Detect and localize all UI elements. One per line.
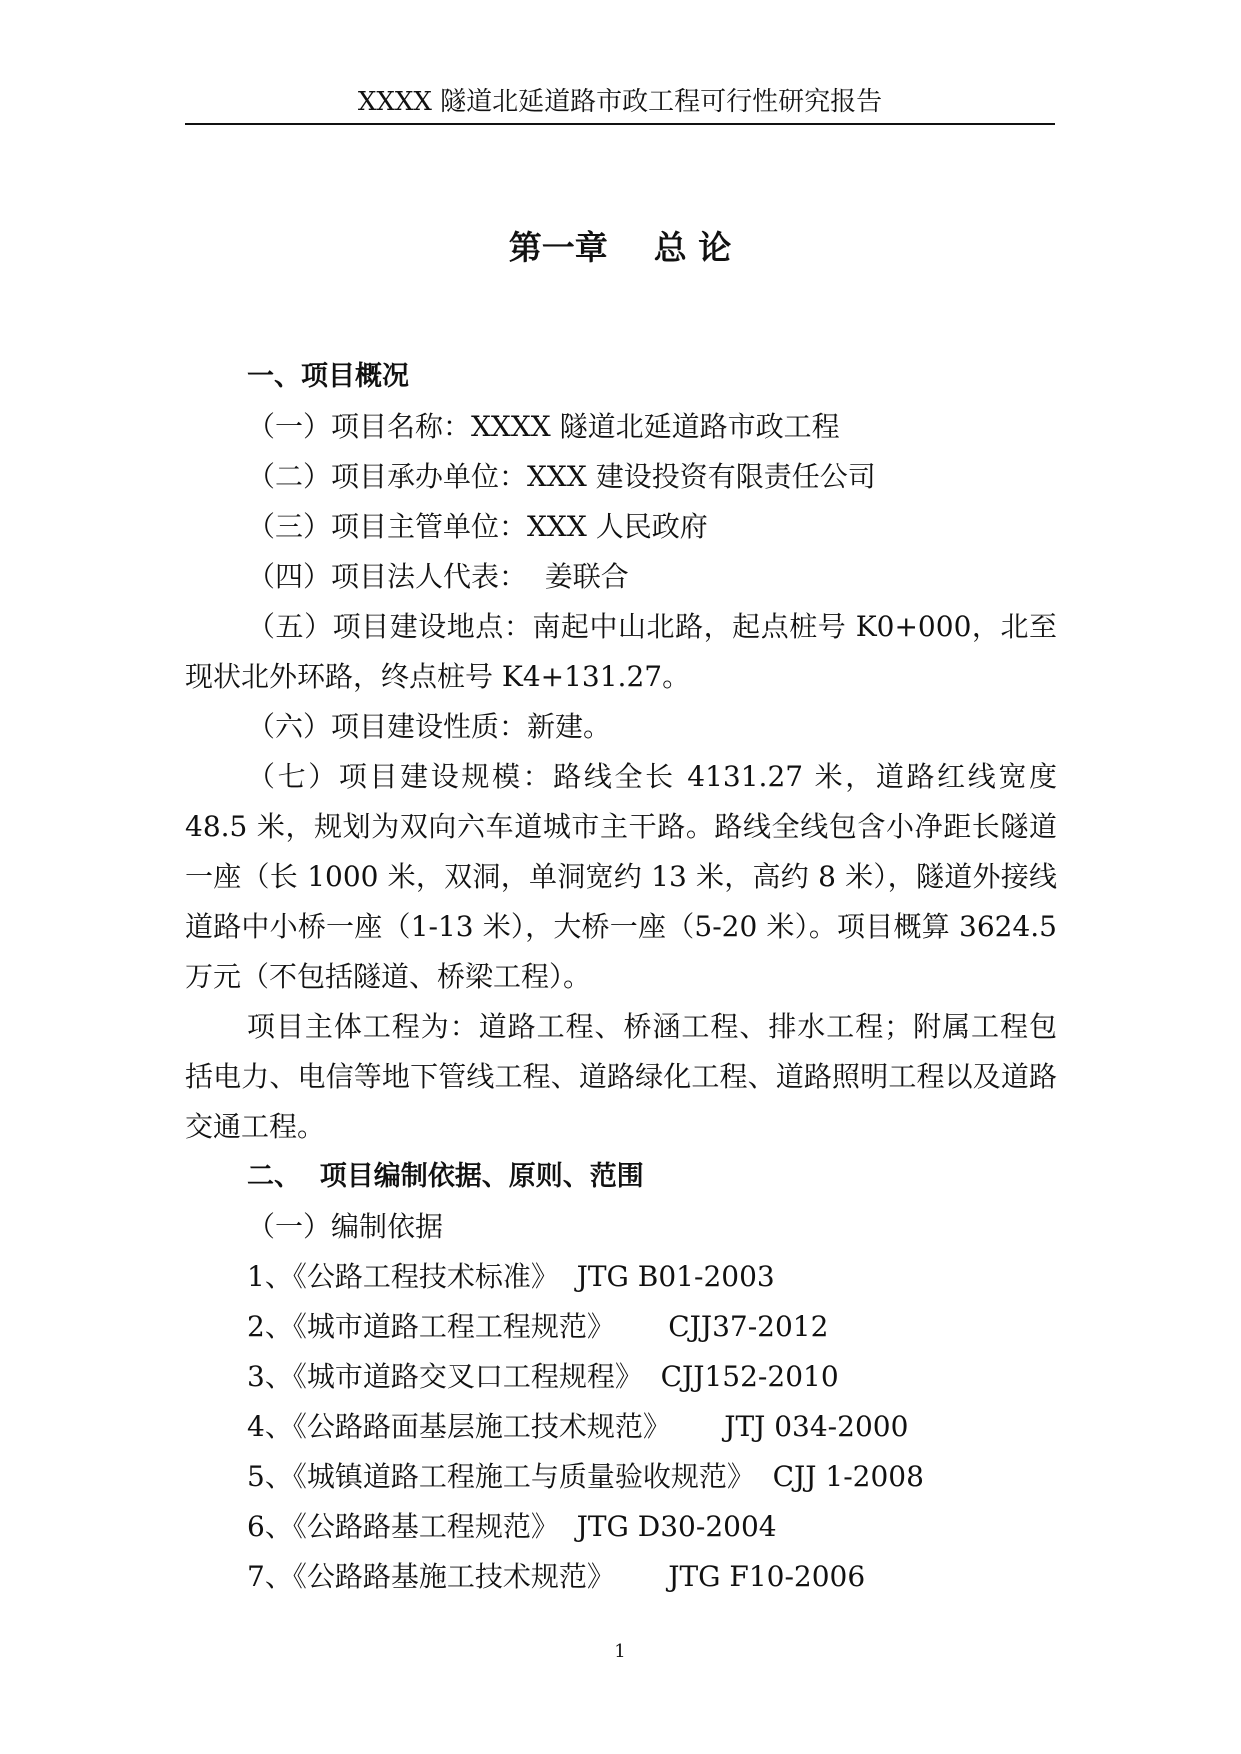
- reference-item: 2、《城市道路工程工程规范》 CJJ37-2012: [247, 1310, 829, 1343]
- document-body: [185, 352, 1057, 1602]
- reference-item: 6、《公路路基工程规范》 JTG D30-2004: [247, 1510, 777, 1543]
- paragraph-construction-nature: （六）项目建设性质：新建。: [247, 710, 612, 743]
- paragraph-project-name: （一）项目名称：XXXX 隧道北延道路市政工程: [247, 410, 840, 443]
- reference-item: 3、《城市道路交叉口工程规程》 CJJ152-2010: [247, 1360, 839, 1393]
- paragraph-construction-site: （五）项目建设地点：南起中山北路，起点桩号 K0+000，北至现状北外环路，终点桩号 K4+131.27。: [185, 610, 1057, 693]
- paragraph-undertaking-unit: （二）项目承办单位：XXX 建设投资有限责任公司: [247, 460, 876, 493]
- paragraph-construction-scale: （七）项目建设规模：路线全长 4131.27 米，道路红线宽度 48.5 米，规划为双向六车道城市主干路。路线全线包含小净距长隧道一座（长 1000 米，双洞，单洞宽约 13 米，高约 8 米），隧道外接线道路中小桥一座（1-13 米），大桥一座（5-20 米）。项目概算 3624.5 万元（不包括隧道、桥梁工程）。: [185, 760, 1057, 993]
- paragraph-supervising-unit: （三）项目主管单位：XXX 人民政府: [247, 510, 708, 543]
- header-rule: [185, 123, 1055, 125]
- paragraph-legal-representative: （四）项目法人代表： 姜联合: [247, 560, 629, 593]
- paragraph-main-works: 项目主体工程为：道路工程、桥涵工程、排水工程；附属工程包括电力、电信等地下管线工程、道路绿化工程、道路照明工程以及道路交通工程。: [185, 1010, 1057, 1143]
- section-heading-basis: 二、 项目编制依据、原则、范围: [247, 1161, 644, 1192]
- reference-item: 4、《公路路面基层施工技术规范》 JTJ 034-2000: [247, 1410, 909, 1443]
- subheading-compilation-basis: （一）编制依据: [247, 1210, 444, 1243]
- reference-item: 1、《公路工程技术标准》 JTG B01-2003: [247, 1260, 775, 1293]
- page-number: 1: [614, 1641, 626, 1662]
- reference-item: 7、《公路路基施工技术规范》 JTG F10-2006: [247, 1560, 866, 1593]
- chapter-title: 第一章 总 论: [508, 228, 732, 267]
- section-heading-overview: 一、项目概况: [247, 361, 409, 392]
- reference-item: 5、《城镇道路工程施工与质量验收规范》 CJJ 1-2008: [247, 1460, 924, 1493]
- running-header: XXXX 隧道北延道路市政工程可行性研究报告: [357, 87, 883, 117]
